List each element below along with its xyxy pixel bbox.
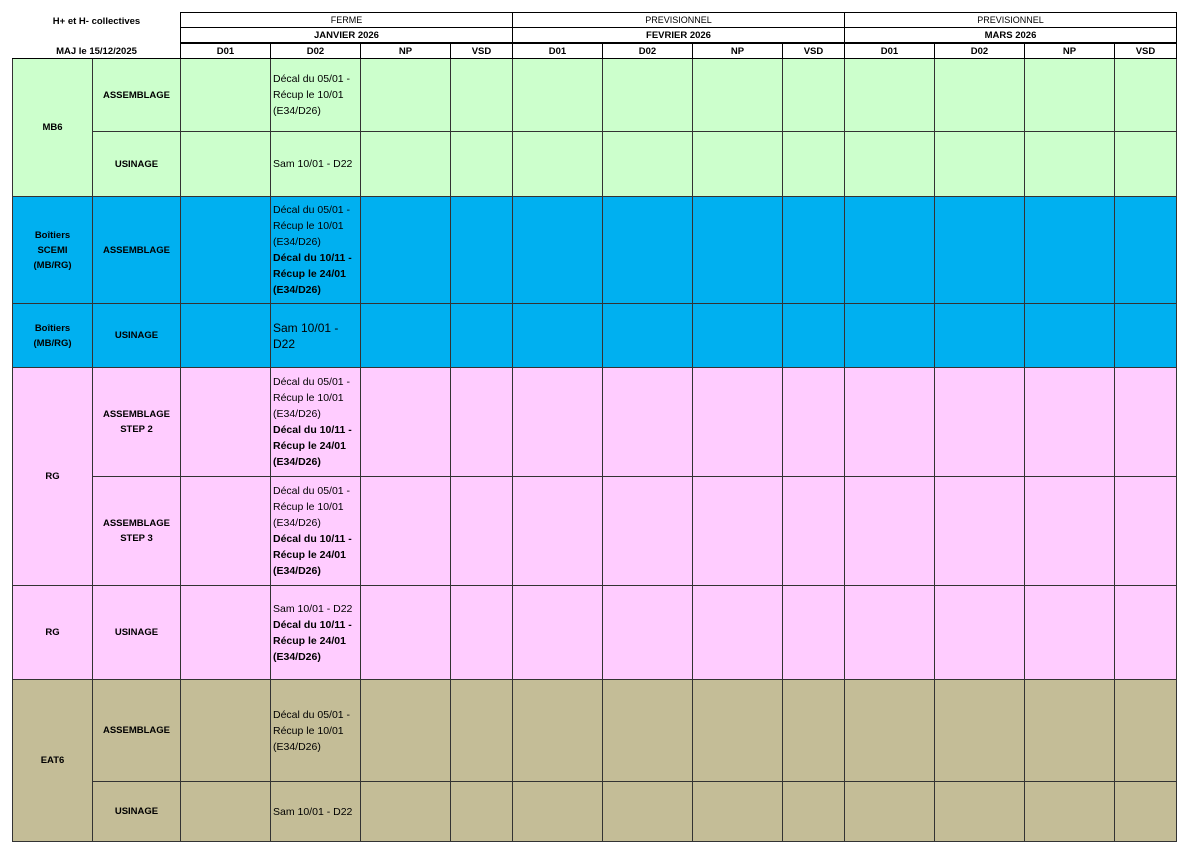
col-header: D01	[513, 43, 603, 59]
group-header-previsionnel-mar: PREVISIONNEL	[845, 13, 1177, 28]
atelier-cell: ASSEMBLAGE	[93, 680, 181, 782]
note-cell-jan-d02: Sam 10/01 - D22	[271, 304, 361, 368]
note-cell-jan-d02: Décal du 05/01 - Récup le 10/01 (E34/D26)	[271, 680, 361, 782]
group-header-ferme: FERME	[181, 13, 513, 28]
update-date: MAJ le 15/12/2025	[56, 45, 137, 57]
col-header: D02	[271, 43, 361, 59]
atelier-cell: ASSEMBLAGE	[93, 197, 181, 304]
site-cell-boitiers: Boîtiers (MB/RG)	[13, 304, 93, 368]
atelier-cell: USINAGE	[93, 782, 181, 842]
month-header-jan: JANVIER 2026	[181, 28, 513, 44]
atelier-cell: ASSEMBLAGE STEP 3	[93, 477, 181, 586]
site-cell-eat6: EAT6	[13, 680, 93, 842]
site-cell-rg-usinage: RG	[13, 586, 93, 680]
note-cell-jan-d02: Décal du 05/01 - Récup le 10/01 (E34/D26) Décal du 10/11 - Récup le 24/01 (E34/D26)	[271, 368, 361, 477]
atelier-cell: USINAGE	[93, 132, 181, 197]
site-cell-boitiers-scemi: Boîtiers SCEMI (MB/RG)	[13, 197, 93, 304]
atelier-cell: USINAGE	[93, 586, 181, 680]
col-header: D01	[845, 43, 935, 59]
col-header: D02	[935, 43, 1025, 59]
atelier-cell: ASSEMBLAGE	[93, 59, 181, 132]
group-header-previsionnel-feb: PREVISIONNEL	[513, 13, 845, 28]
planning-table	[12, 12, 1177, 842]
site-cell-rg: RG	[13, 368, 93, 586]
col-header: D02	[603, 43, 693, 59]
col-header: NP	[1025, 43, 1115, 59]
site-cell-mb6: MB6	[13, 59, 93, 197]
atelier-cell: USINAGE	[93, 304, 181, 368]
note-cell-jan-d02: Décal du 05/01 - Récup le 10/01 (E34/D26)	[271, 59, 361, 132]
col-header: NP	[361, 43, 451, 59]
planning-sheet	[12, 12, 1177, 842]
col-header: VSD	[1115, 43, 1177, 59]
cell-jan-d01	[181, 59, 271, 132]
col-header: NP	[693, 43, 783, 59]
note-cell-jan-d02: Décal du 05/01 - Récup le 10/01 (E34/D26) Décal du 10/11 - Récup le 24/01 (E34/D26)	[271, 197, 361, 304]
sheet-title: H+ et H- collectives	[52, 15, 141, 27]
note-cell-jan-d02: Sam 10/01 - D22	[271, 782, 361, 842]
note-cell-jan-d02: Décal du 05/01 - Récup le 10/01 (E34/D26) Décal du 10/11 - Récup le 24/01 (E34/D26)	[271, 477, 361, 586]
note-cell-jan-d02: Sam 10/01 - D22	[271, 132, 361, 197]
atelier-cell: ASSEMBLAGE STEP 2	[93, 368, 181, 477]
col-header: D01	[181, 43, 271, 59]
col-header: VSD	[451, 43, 513, 59]
note-cell-jan-d02: Sam 10/01 - D22 Décal du 10/11 - Récup le 24/01 (E34/D26)	[271, 586, 361, 680]
col-header: VSD	[783, 43, 845, 59]
month-header-mar: MARS 2026	[845, 28, 1177, 44]
month-header-feb: FEVRIER 2026	[513, 28, 845, 44]
header-title-cell	[13, 13, 181, 59]
